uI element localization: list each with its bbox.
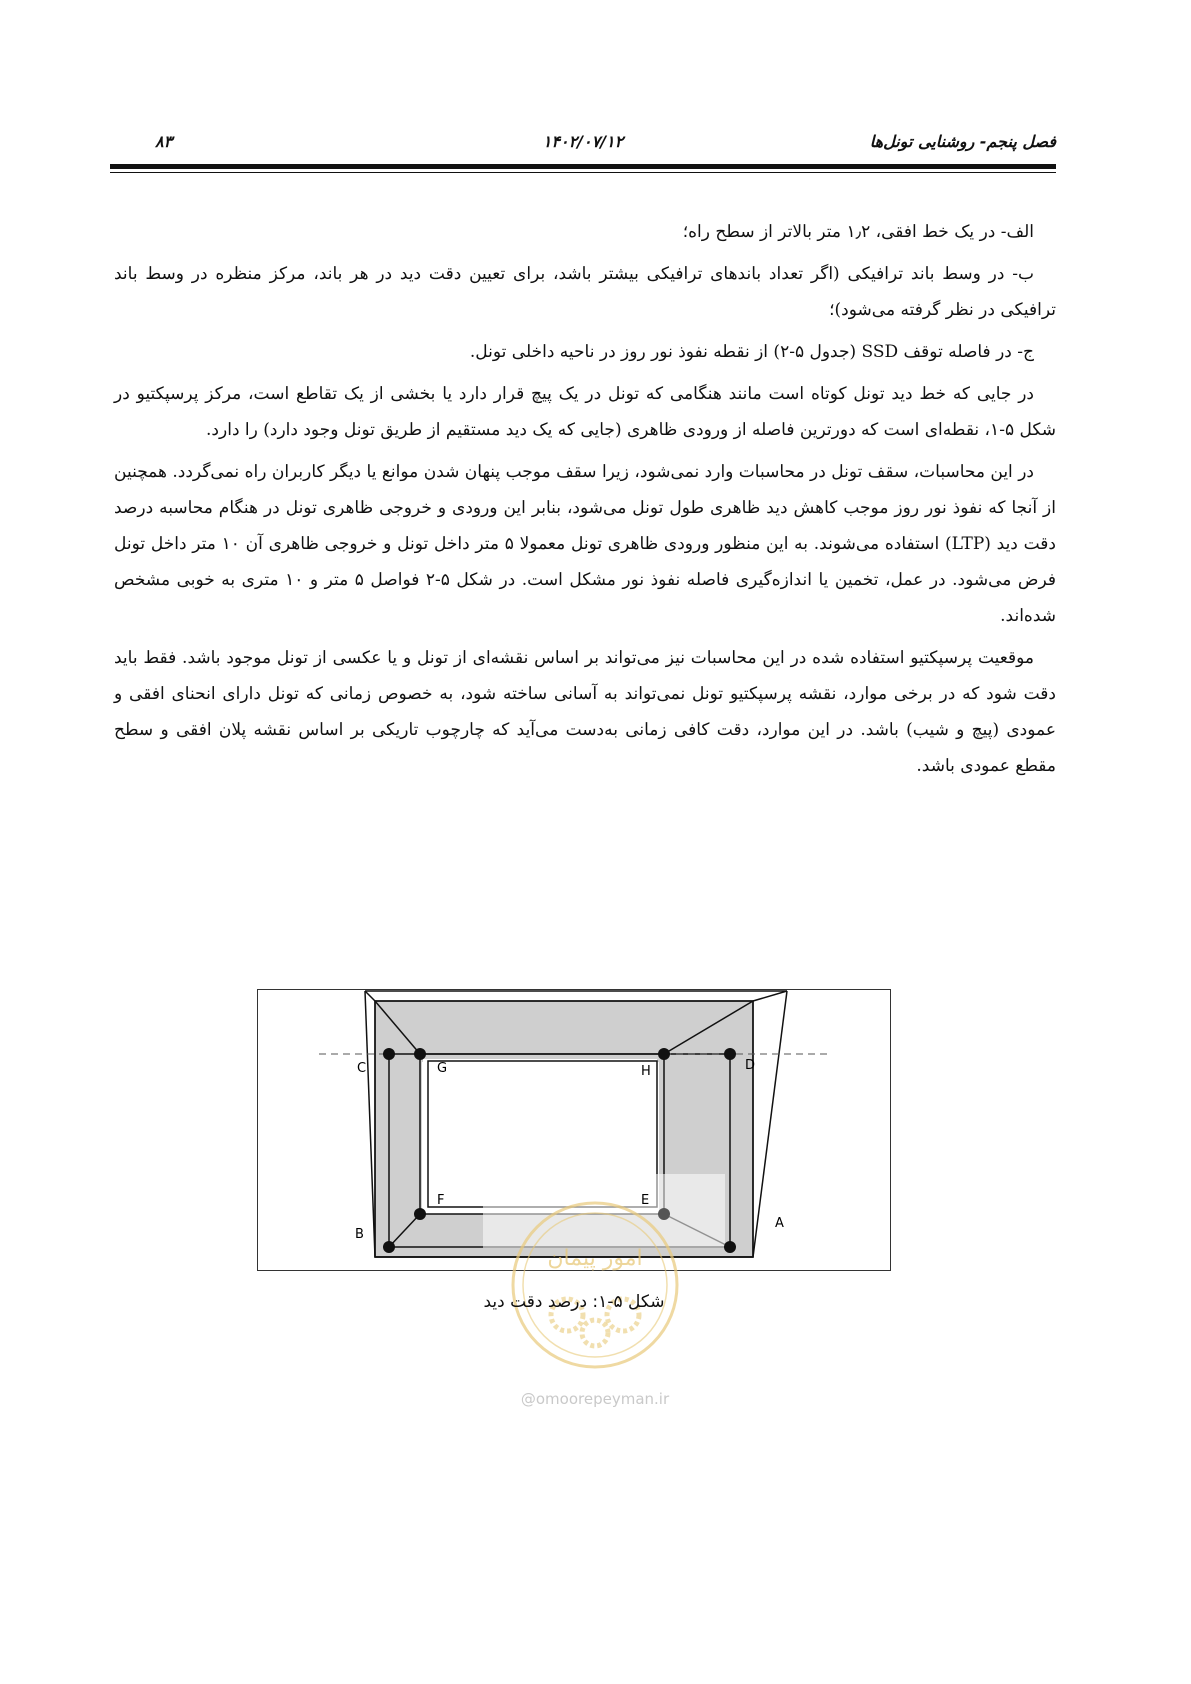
header-date: ۱۴۰۲/۰۷/۱۲ xyxy=(542,132,624,151)
point-b xyxy=(383,1241,395,1253)
point-c xyxy=(383,1048,395,1060)
paragraph: در جایی که خط دید تونل کوتاه است مانند هنگامی که تونل در یک پیچ قرار دارد یا بخشی از یک تقاطع است، مرکز پرسپکتیو در شکل ۵-۱، نقطه‌ای است که دورترین فاصله از ورودی ظاهری (جایی که یک دید مستقیم از طریق تونل وجود دارد) را دارد. xyxy=(114,384,1056,440)
paragraph: موقعیت پرسپکتیو استفاده شده در این محاسبات نیز می‌تواند بر اساس نقشه‌ای از تونل و یا عکسی از تونل موجود باشد. فقط باید دقت شود که در برخی موارد، نقشه پرسپکتیو تونل نمی‌تواند به آسانی ساخته شود، به خصوص زمانی که تونل دارای انحنای افقی و عمودی (پیچ و شیب) باشد. در این موارد، دقت کافی زمانی به‌دست می‌آید که چارچوب تاریکی بر اساس نقشه پلان افقی و سطح مقطع عمودی باشد. xyxy=(114,648,1056,776)
label-h: H xyxy=(641,1064,651,1079)
header-rule-thick xyxy=(110,164,1056,169)
paragraph: ج- در فاصله توقف SSD (جدول ۵-۲) از نقطه نفوذ نور روز در ناحیه داخلی تونل. xyxy=(469,342,1034,362)
chapter-title: فصل پنجم- روشنایی تونل‌ها xyxy=(869,132,1056,151)
point-d xyxy=(724,1048,736,1060)
point-g xyxy=(414,1048,426,1060)
paragraph: ب- در وسط باند ترافیکی (اگر تعداد باندهای ترافیکی بیشتر باشد، برای تعیین دقت دید در هر باند، مرکز منظره در وسط باند ترافیکی در نظر گرفته می‌شود)؛ xyxy=(114,264,1056,320)
point-a xyxy=(724,1241,736,1253)
page-header xyxy=(110,128,1056,162)
stamp-text: امور پیمان xyxy=(547,1246,643,1271)
paragraph: در این محاسبات، سقف تونل در محاسبات وارد نمی‌شود، زیرا سقف موجب پنهان شدن موانع یا دیگر کاربران راه نمی‌گردد. همچنین از آنجا که نفوذ نور روز موجب کاهش دید ظاهری طول تونل می‌شود، بنابر این ورودی و خروجی ظاهری تونل در هنگام محاسبه درصد دقت دید (LTP) استفاده می‌شوند. به این منظور ورودی ظاهری تونل معمولا ۵ متر داخل تونل و خروجی ظاهری آن ۱۰ متر داخل تونل فرض می‌شود. در عمل، تخمین یا اندازه‌گیری فاصله نفوذ نور مشکل است. در شکل ۵-۲ فواصل ۵ متر و ۱۰ متری به خوبی مشخص شده‌اند. xyxy=(114,462,1056,626)
body-text xyxy=(114,214,1056,790)
point-h xyxy=(658,1048,670,1060)
label-d: D xyxy=(745,1058,756,1073)
label-g: G xyxy=(437,1061,448,1076)
paragraph: الف- در یک خط افقی، ۱٫۲ متر بالاتر از سطح راه؛ xyxy=(682,222,1034,242)
point-f xyxy=(414,1208,426,1220)
label-b: B xyxy=(355,1227,364,1242)
label-f: F xyxy=(437,1193,445,1208)
label-e: E xyxy=(641,1193,650,1208)
watermark-stamp xyxy=(505,1195,685,1375)
label-a: A xyxy=(775,1216,784,1231)
figure-caption: شکل ۵-۱: درصد دقت دید xyxy=(483,1292,665,1312)
stamp-logo xyxy=(505,1195,685,1375)
header-rule-thin xyxy=(110,172,1056,173)
page-number: ۸۳ xyxy=(155,132,173,151)
label-c: C xyxy=(357,1061,367,1076)
watermark-site: @omoorepeyman.ir xyxy=(520,1390,670,1408)
